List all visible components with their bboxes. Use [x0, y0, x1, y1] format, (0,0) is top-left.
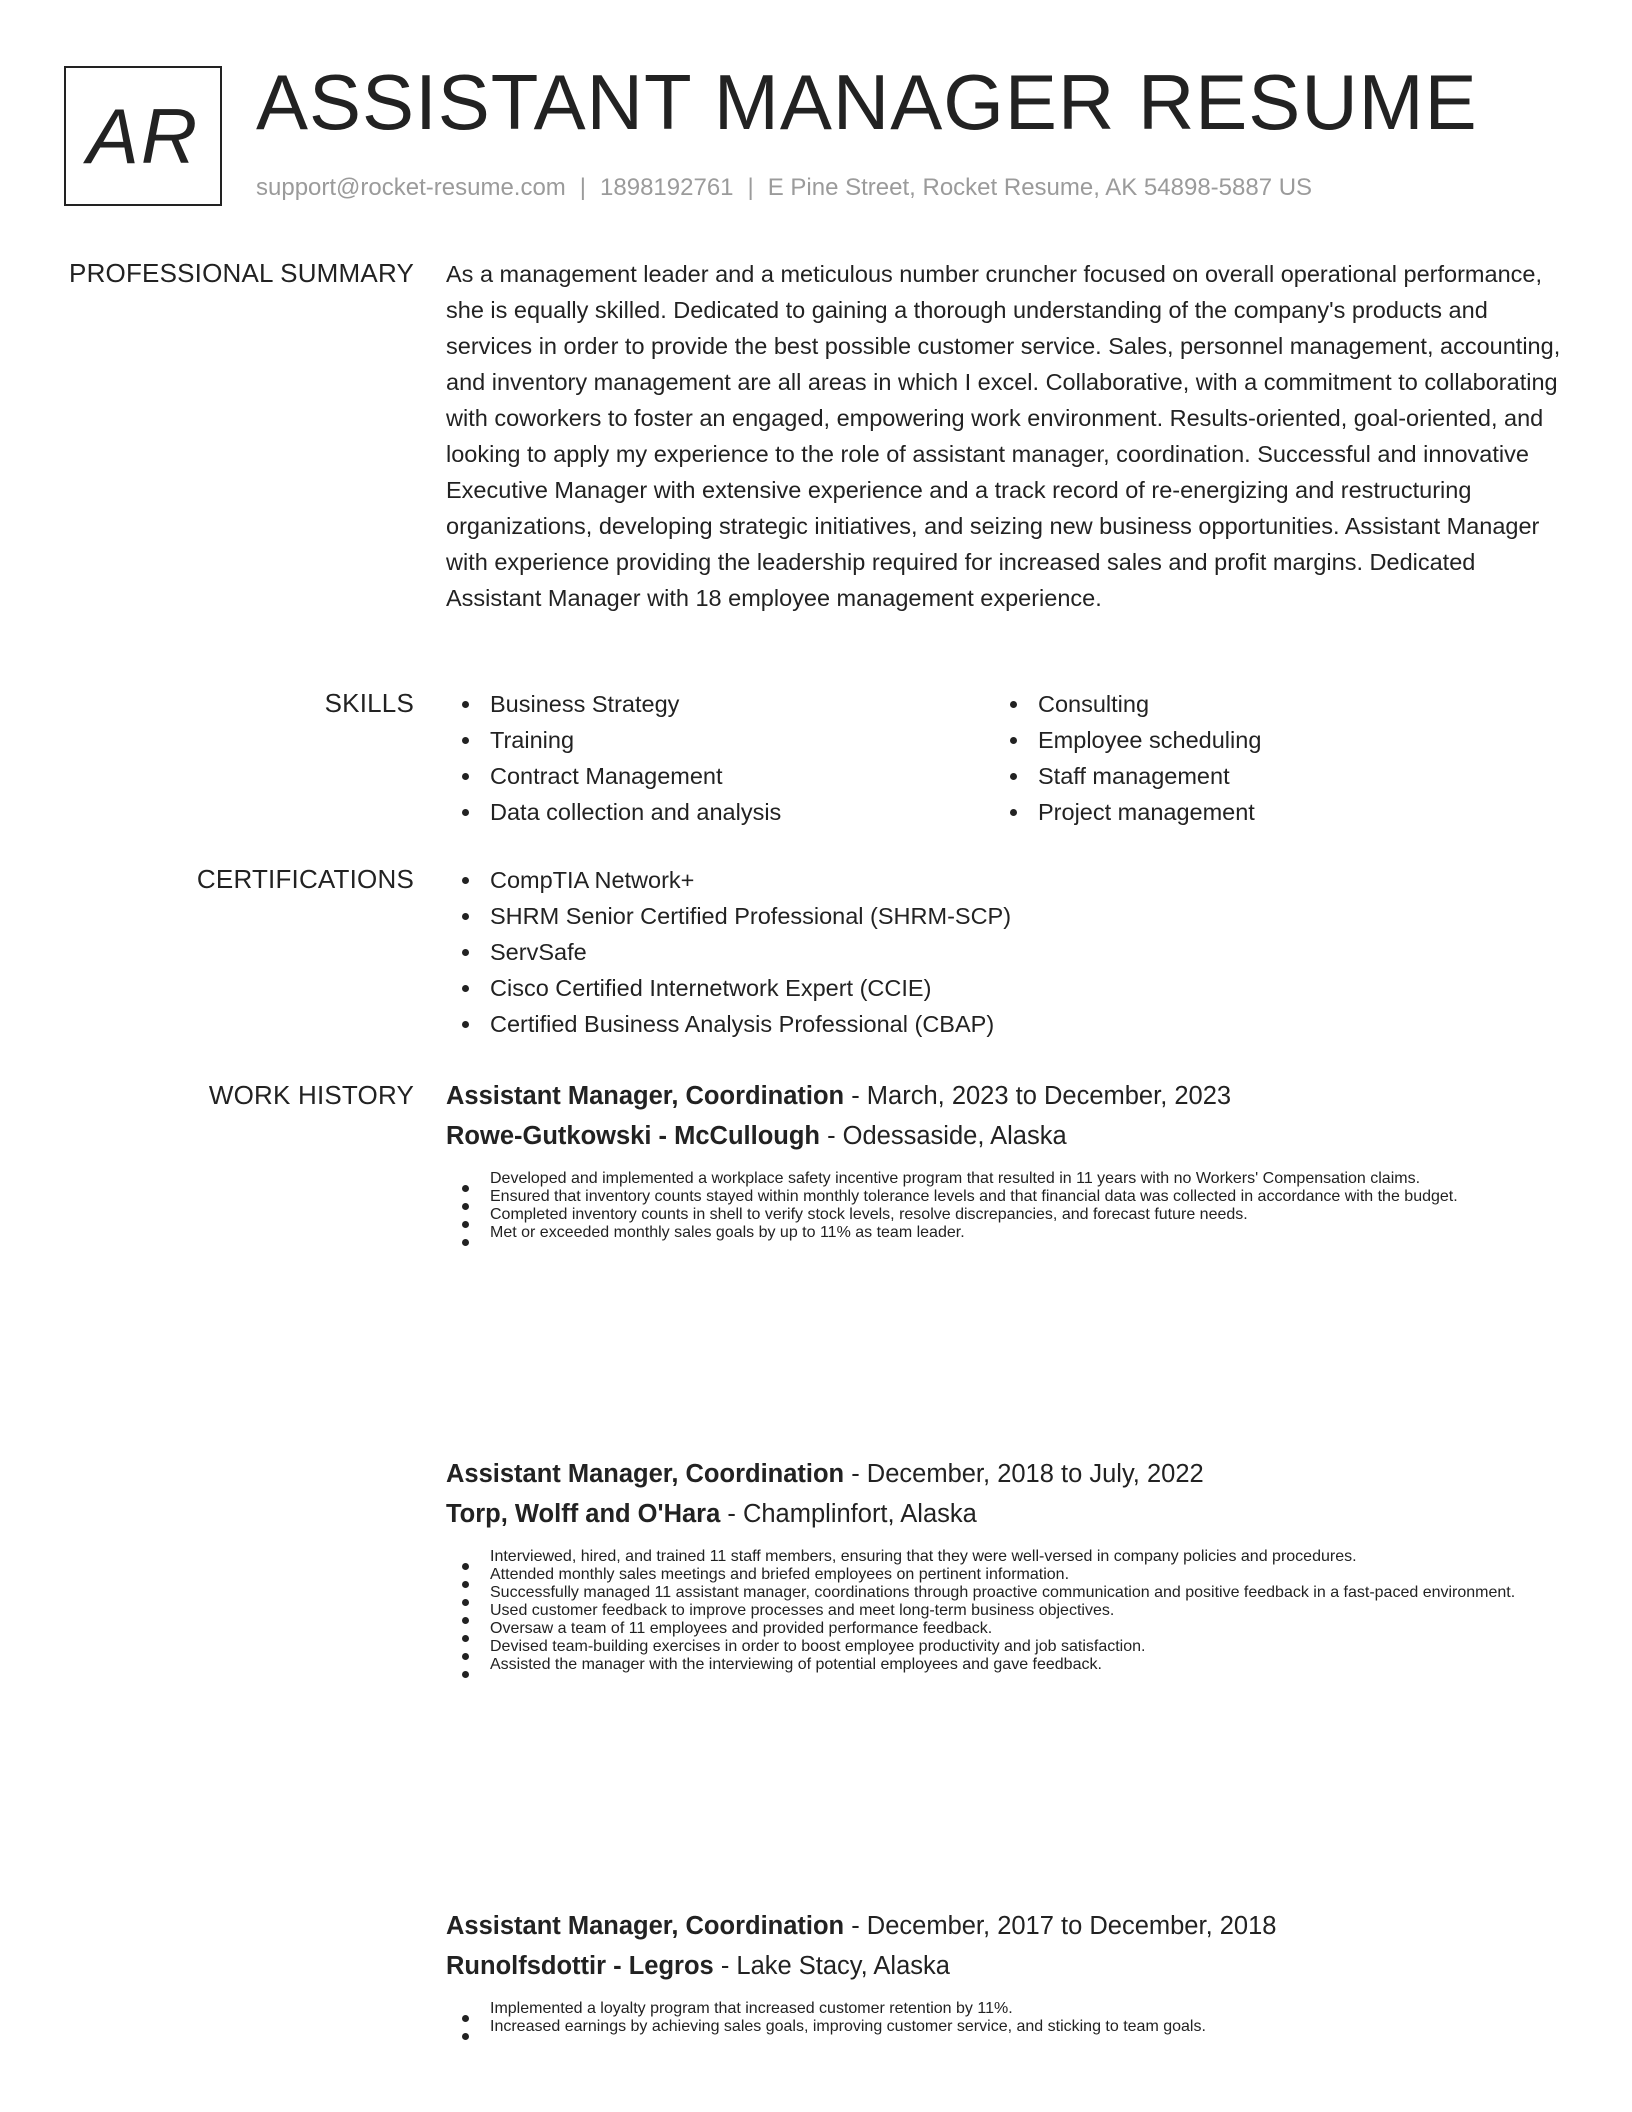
job-bullets: [446, 2000, 1562, 2036]
skill-item: Employee scheduling: [994, 722, 1542, 758]
job-title: Assistant Manager, Coordination: [446, 1082, 845, 1110]
skills-column-left: [446, 686, 994, 830]
job-bullet: Successfully managed 11 assistant manager, coordinations through proactive communication and positive feedback in a fast-paced environment.: [446, 1584, 1562, 1602]
certifications-content: [446, 862, 1562, 1042]
skill-item: Consulting: [994, 686, 1542, 722]
skill-item: Staff management: [994, 758, 1542, 794]
job-company-line: [446, 1494, 1562, 1534]
certifications-label: CERTIFICATIONS: [196, 864, 414, 894]
job-entry: [446, 1906, 1562, 2036]
job-title: Assistant Manager, Coordination: [446, 1460, 845, 1488]
job-title-line: [446, 1906, 1562, 1946]
job-company: Torp, Wolff and O'Hara: [446, 1500, 721, 1528]
job-bullet: Devised team-building exercises in order to boost employee productivity and job satisfaction.: [446, 1638, 1562, 1656]
job-title-line: [446, 1076, 1562, 1116]
job-bullet: Interviewed, hired, and trained 11 staff members, ensuring that they were well-versed in company policies and procedures.: [446, 1548, 1562, 1566]
job-bullet: Completed inventory counts in shell to verify stock levels, resolve discrepancies, and forecast future needs.: [446, 1206, 1562, 1224]
job-dates: - December, 2018 to July, 2022: [844, 1460, 1204, 1488]
job-title: Assistant Manager, Coordination: [446, 1912, 845, 1940]
job-bullet: Assisted the manager with the interviewing of potential employees and gave feedback.: [446, 1656, 1562, 1674]
contact-separator: |: [747, 174, 754, 201]
skills-grid: [446, 686, 1562, 830]
job-bullet: Implemented a loyalty program that increased customer retention by 11%.: [446, 2000, 1562, 2018]
skills-column-right: [994, 686, 1542, 830]
job-dates: - December, 2017 to December, 2018: [844, 1912, 1277, 1940]
contact-phone: 1898192761: [600, 174, 734, 201]
job-location: - Champlinfort, Alaska: [720, 1500, 977, 1528]
contact-line: [256, 174, 1312, 202]
certification-item: CompTIA Network+: [446, 862, 1562, 898]
skill-item: Data collection and analysis: [446, 794, 994, 830]
certification-item: Certified Business Analysis Professional (CBAP): [446, 1006, 1562, 1042]
skill-item: Training: [446, 722, 994, 758]
certification-item: Cisco Certified Internetwork Expert (CCIE): [446, 970, 1562, 1006]
job-bullets: [446, 1548, 1562, 1674]
job-bullet: Ensured that inventory counts stayed within monthly tolerance levels and that financial data was collected in accordance with the budget.: [446, 1188, 1562, 1206]
job-entry: [446, 1454, 1562, 1674]
job-dates: - March, 2023 to December, 2023: [844, 1082, 1232, 1110]
monogram-logo: AR: [64, 66, 222, 206]
job-bullet: Developed and implemented a workplace safety incentive program that resulted in 11 years with no Workers' Compensation claims.: [446, 1170, 1562, 1188]
job-bullet: Oversaw a team of 11 employees and provided performance feedback.: [446, 1620, 1562, 1638]
certification-item: SHRM Senior Certified Professional (SHRM-SCP): [446, 898, 1562, 934]
job-company-line: [446, 1116, 1562, 1156]
page-title: ASSISTANT MANAGER RESUME: [256, 58, 1478, 146]
summary-label: PROFESSIONAL SUMMARY: [69, 258, 414, 288]
contact-email: support@rocket-resume.com: [256, 174, 566, 201]
job-company-line: [446, 1946, 1562, 1986]
contact-address: E Pine Street, Rocket Resume, AK 54898-5887 US: [767, 174, 1313, 201]
job-entry: [446, 1076, 1562, 1242]
contact-separator: |: [579, 174, 587, 201]
job-company: Rowe-Gutkowski - McCullough: [446, 1122, 820, 1150]
skills-label: SKILLS: [324, 688, 414, 718]
job-company: Runolfsdottir - Legros: [446, 1952, 714, 1980]
skill-item: Business Strategy: [446, 686, 994, 722]
certifications-list: [446, 862, 1562, 1042]
work-history-label: WORK HISTORY: [208, 1080, 414, 1110]
job-bullet: Used customer feedback to improve processes and meet long-term business objectives.: [446, 1602, 1562, 1620]
job-location: - Lake Stacy, Alaska: [713, 1952, 950, 1980]
skill-item: Project management: [994, 794, 1542, 830]
job-bullet: Met or exceeded monthly sales goals by up to 11% as team leader.: [446, 1224, 1562, 1242]
skill-item: Contract Management: [446, 758, 994, 794]
job-bullets: [446, 1170, 1562, 1242]
certification-item: ServSafe: [446, 934, 1562, 970]
job-location: - Odessaside, Alaska: [820, 1122, 1067, 1150]
job-bullet: Attended monthly sales meetings and briefed employees on pertinent information.: [446, 1566, 1562, 1584]
job-title-line: [446, 1454, 1562, 1494]
summary-text: As a management leader and a meticulous number cruncher focused on overall operational performance, she is equally skilled. Dedicated to gaining a thorough understanding of the company's products and services in order to provide the best possible customer service. Sales, personnel management, accounting, and inventory management are all areas in which I excel. Collaborative, with a commitment to collaborating with coworkers to foster an engaged, empowering work environment. Results-oriented, goal-oriented, and looking to apply my experience to the role of assistant manager, coordination. Successful and innovative Executive Manager with extensive experience and a track record of re-energizing and restructuring organizations, developing strategic initiatives, and seizing new business opportunities. Assistant Manager with experience providing the leadership required for increased sales and profit margins. Dedicated Assistant Manager with 18 employee management experience.: [446, 261, 1561, 611]
job-bullet: Increased earnings by achieving sales goals, improving customer service, and sticking to team goals.: [446, 2018, 1562, 2036]
